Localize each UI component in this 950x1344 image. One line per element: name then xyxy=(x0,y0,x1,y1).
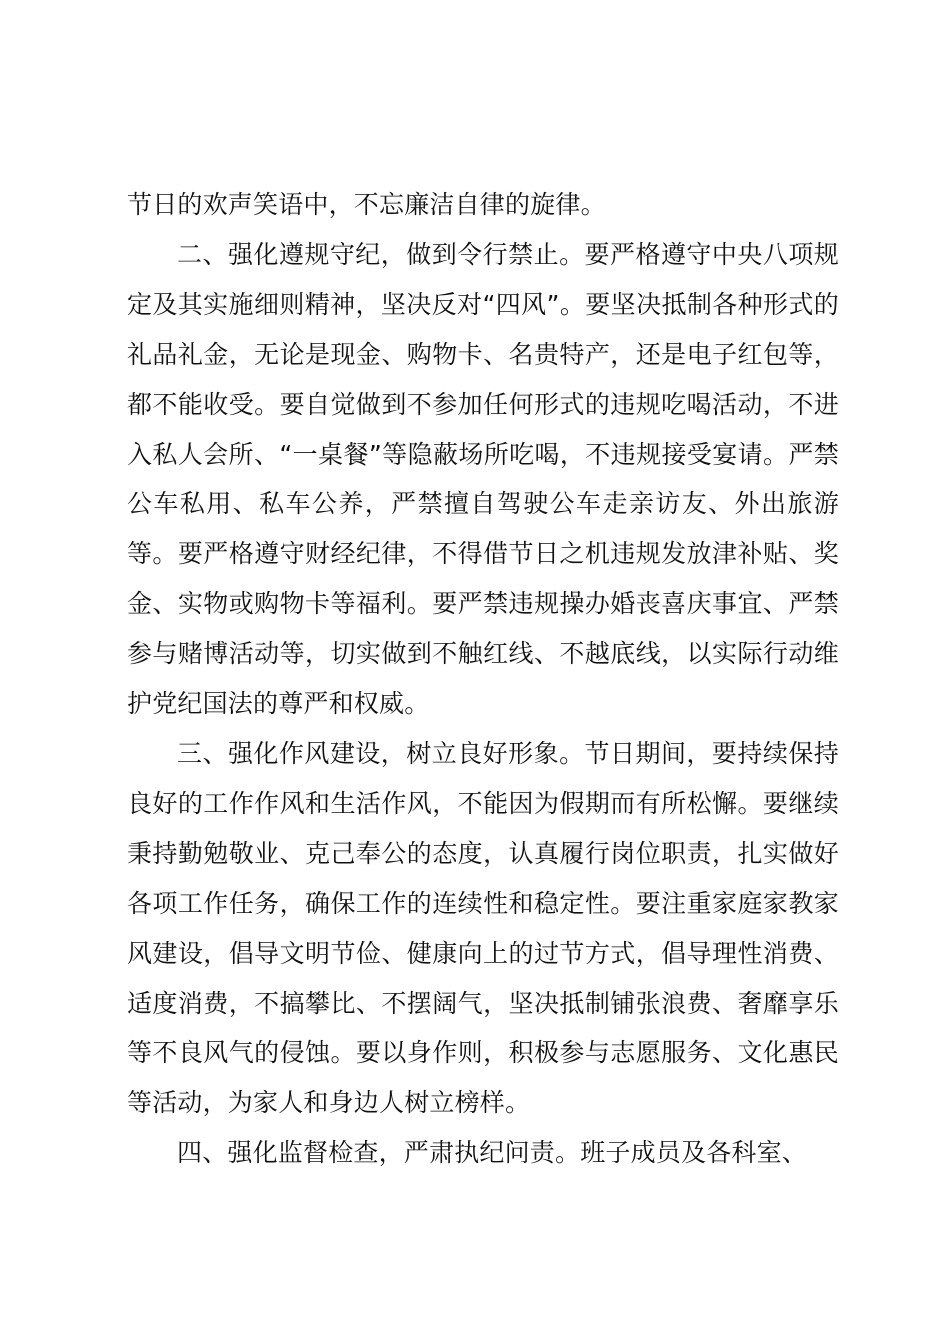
section-heading: 二、强化遵规守纪，做到令行禁止。 xyxy=(177,239,585,269)
paragraph-section-4 xyxy=(127,1128,839,1178)
section-heading: 四、强化监督检查，严肃执纪问责。 xyxy=(177,1138,581,1168)
paragraph-text: 班子成员及各科室、 xyxy=(580,1138,808,1168)
paragraph-text: 要严格遵守中央八项规定及其实施细则精神，坚决反对“四风”。要坚决抵制各种形式的礼品礼金，无论是现金、购物卡、名贵特产，还是电子红包等，都不能收受。要自觉做到不参加任何形式的违规吃喝活动，不进入私人会所、“一桌餐”等隐蔽场所吃喝，不违规接受宴请。严禁公车私用、私车公养，严禁擅自驾驶公车走亲访友、外出旅游等。要严格遵守财经纪律，不得借节日之机违规发放津补贴、奖金、实物或购物卡等福利。要严禁违规操办婚丧喜庆事宜、严禁参与赌博活动等，切实做到不触红线、不越底线，以实际行动维护党纪国法的尊严和权威。 xyxy=(127,239,839,719)
section-heading: 三、强化作风建设，树立良好形象。 xyxy=(177,738,585,768)
paragraph-continuation xyxy=(127,180,839,230)
paragraph-section-2 xyxy=(127,230,839,729)
paragraph-text: 节日的欢声笑语中，不忘廉洁自律的旋律。 xyxy=(127,190,606,219)
paragraph-section-3 xyxy=(127,729,839,1128)
paragraph-text: 节日期间，要持续保持良好的工作作风和生活作风，不能因为假期而有所松懈。要继续秉持勤勉敬业、克己奉公的态度，认真履行岗位职责，扎实做好各项工作任务，确保工作的连续性和稳定性。要注重家庭家教家风建设，倡导文明节俭、健康向上的过节方式，倡导理性消费、适度消费，不搞攀比、不摆阔气，坚决抵制铺张浪费、奢靡享乐等不良风气的侵蚀。要以身作则，积极参与志愿服务、文化惠民等活动，为家人和身边人树立榜样。 xyxy=(127,738,839,1118)
document-body xyxy=(127,180,839,1178)
